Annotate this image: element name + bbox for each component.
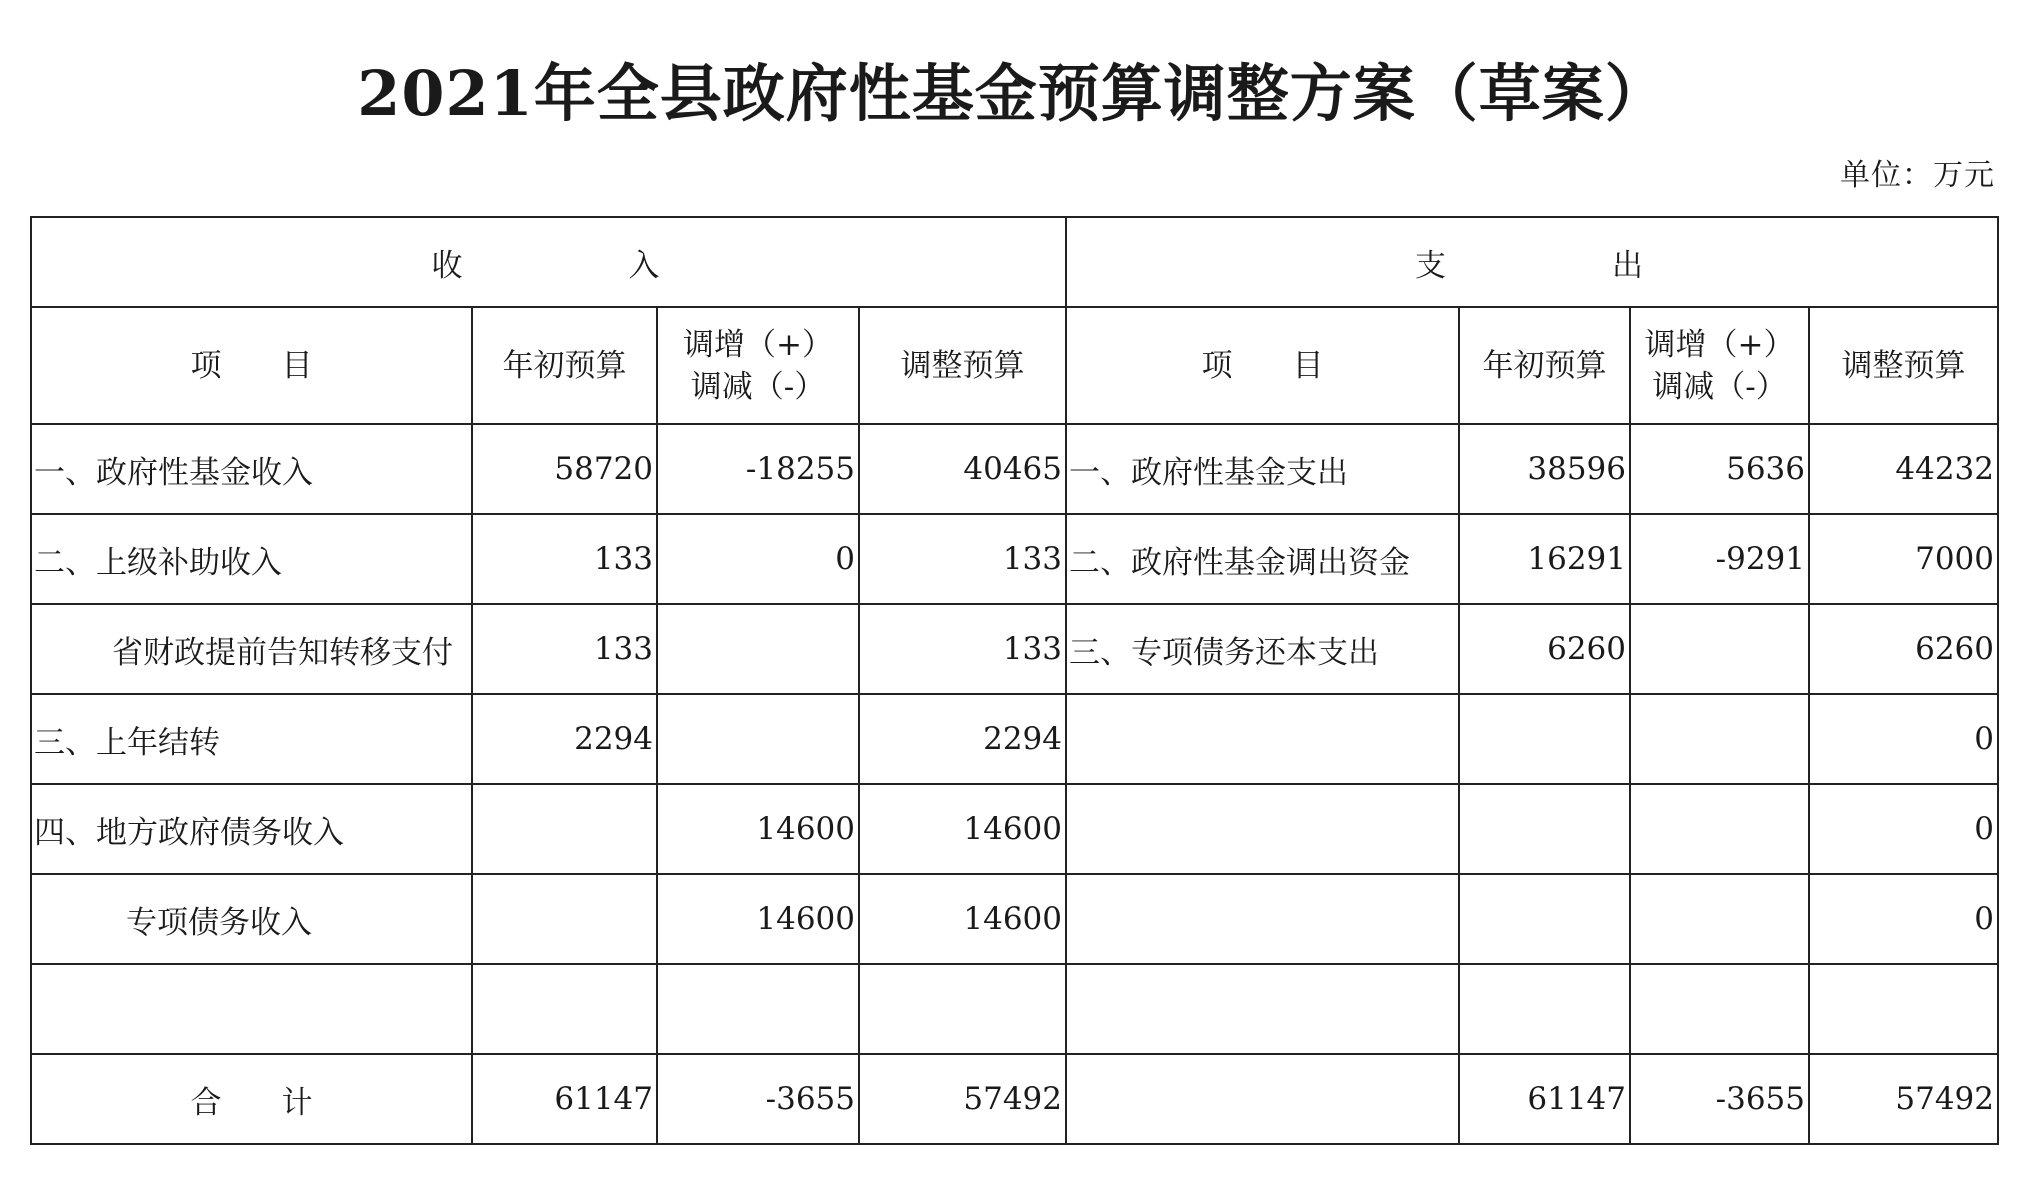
item-header-label: 项 目 [1201, 347, 1324, 384]
income-adjust: 14600 [657, 874, 859, 964]
page-title: 2021年全县政府性基金预算调整方案（草案） [357, 57, 1668, 130]
income-initial [472, 874, 657, 964]
expense-adjusted: 0 [1809, 694, 1998, 784]
income-item: 专项债务收入 [31, 874, 472, 964]
total-label: 合 计 [190, 1084, 313, 1121]
expense-item: 一、政府性基金支出 [1066, 424, 1459, 514]
income-initial: 133 [472, 514, 657, 604]
income-section-header [31, 217, 1066, 307]
income-adjust [657, 694, 859, 784]
expense-adjust [1630, 964, 1809, 1054]
expense-total-item [1066, 1054, 1459, 1144]
expense-adjust: 5636 [1630, 424, 1809, 514]
income-initial [472, 964, 657, 1054]
table-row [31, 604, 1998, 694]
income-adjusted: 14600 [859, 874, 1066, 964]
income-adjusted: 14600 [859, 784, 1066, 874]
income-adjust: 14600 [657, 784, 859, 874]
expense-initial [1459, 784, 1630, 874]
expense-initial-header: 年初预算 [1459, 307, 1630, 424]
expense-total-initial: 61147 [1459, 1054, 1630, 1144]
expense-item: 三、专项债务还本支出 [1066, 604, 1459, 694]
table-row [31, 424, 1998, 514]
income-total-adjusted: 57492 [859, 1054, 1066, 1144]
expense-section-label: 支 出 [1415, 247, 1649, 284]
income-adjusted: 40465 [859, 424, 1066, 514]
column-header-row [31, 307, 1998, 424]
expense-item [1066, 874, 1459, 964]
income-adjusted: 2294 [859, 694, 1066, 784]
table-row [31, 874, 1998, 964]
budget-table [30, 216, 1999, 1145]
income-adjusted: 133 [859, 604, 1066, 694]
income-adjusted: 133 [859, 514, 1066, 604]
table-row [31, 514, 1998, 604]
income-item [31, 964, 472, 1054]
expense-adjust: -9291 [1630, 514, 1809, 604]
expense-adjusted: 44232 [1809, 424, 1998, 514]
expense-initial: 16291 [1459, 514, 1630, 604]
expense-adjusted: 0 [1809, 784, 1998, 874]
adjust-header-line2: 调减（-） [690, 368, 826, 405]
income-initial-header: 年初预算 [472, 307, 657, 424]
expense-initial [1459, 694, 1630, 784]
income-item: 省财政提前告知转移支付 [31, 604, 472, 694]
income-adjusted-header: 调整预算 [859, 307, 1066, 424]
income-section-label: 收 入 [431, 247, 666, 284]
income-item: 二、上级补助收入 [31, 514, 472, 604]
expense-item [1066, 694, 1459, 784]
income-adjust: -18255 [657, 424, 859, 514]
income-adjusted [859, 964, 1066, 1054]
total-label-cell [31, 1054, 472, 1144]
expense-initial: 6260 [1459, 604, 1630, 694]
expense-adjusted-header: 调整预算 [1809, 307, 1998, 424]
expense-initial [1459, 874, 1630, 964]
expense-item-header [1066, 307, 1459, 424]
expense-adjust [1630, 784, 1809, 874]
income-item-header [31, 307, 472, 424]
expense-adjusted [1809, 964, 1998, 1054]
expense-adjusted: 6260 [1809, 604, 1998, 694]
expense-adjust [1630, 874, 1809, 964]
income-item: 一、政府性基金收入 [31, 424, 472, 514]
table-row [31, 694, 1998, 784]
income-adjust [657, 604, 859, 694]
income-initial: 58720 [472, 424, 657, 514]
expense-adjusted: 0 [1809, 874, 1998, 964]
expense-adjust-header [1630, 307, 1809, 424]
table-row [31, 964, 1998, 1054]
income-adjust [657, 964, 859, 1054]
income-adjust: 0 [657, 514, 859, 604]
expense-initial: 38596 [1459, 424, 1630, 514]
expense-item [1066, 964, 1459, 1054]
item-header-label: 项 目 [190, 347, 313, 384]
income-total-initial: 61147 [472, 1054, 657, 1144]
income-item: 三、上年结转 [31, 694, 472, 784]
expense-adjust [1630, 604, 1809, 694]
expense-total-adjust: -3655 [1630, 1054, 1809, 1144]
income-adjust-header [657, 307, 859, 424]
income-total-adjust: -3655 [657, 1054, 859, 1144]
income-item: 四、地方政府债务收入 [31, 784, 472, 874]
unit-label: 单位：万元 [1840, 158, 1995, 193]
expense-adjust [1630, 694, 1809, 784]
expense-item: 二、政府性基金调出资金 [1066, 514, 1459, 604]
expense-adjusted: 7000 [1809, 514, 1998, 604]
income-initial: 2294 [472, 694, 657, 784]
total-row [31, 1054, 1998, 1144]
income-initial [472, 784, 657, 874]
expense-initial [1459, 964, 1630, 1054]
expense-item [1066, 784, 1459, 874]
table-row [31, 784, 1998, 874]
adjust-header-line1: 调增（+） [1644, 326, 1795, 363]
expense-section-header [1066, 217, 1998, 307]
income-initial: 133 [472, 604, 657, 694]
section-header-row [31, 217, 1998, 307]
expense-total-adjusted: 57492 [1809, 1054, 1998, 1144]
adjust-header-line1: 调增（+） [683, 326, 833, 363]
adjust-header-line2: 调减（-） [1652, 368, 1787, 405]
